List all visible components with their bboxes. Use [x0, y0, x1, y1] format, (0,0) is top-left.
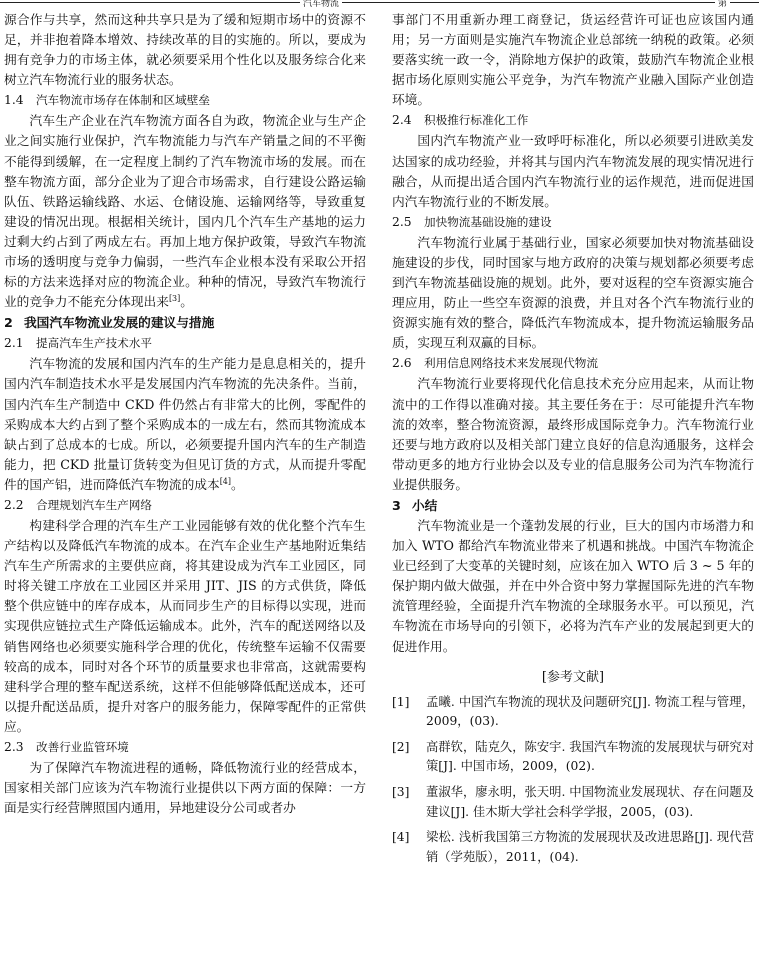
section-heading — [4, 333, 366, 354]
section-heading — [392, 353, 754, 374]
reference-text: 孟曦. 中国汽车物流的现状及问题研究[J]. 物流工程与管理，2009，(03). — [426, 694, 754, 729]
section-title: 合理规划汽车生产网络 — [36, 497, 152, 512]
chapter-number: 2 — [4, 315, 13, 331]
section-number: 2.6 — [392, 356, 412, 371]
section-heading — [392, 110, 754, 131]
section-number: 2.3 — [4, 740, 24, 754]
reference-number: [3] — [392, 785, 410, 799]
reference-number: [2] — [392, 739, 410, 754]
section-title: 积极推行标准化工作 — [424, 113, 529, 128]
reference-number: [4] — [392, 830, 410, 845]
reference-item — [392, 693, 754, 732]
reference-text: 梁松. 浅析我国第三方物流的发展现状及改进思路[J]. 现代营销（学苑版），2011，(04). — [426, 830, 754, 864]
section-title: 提高汽车生产技术水平 — [36, 336, 152, 351]
references-title: [参考文献] — [541, 669, 605, 685]
reference-item — [392, 783, 754, 822]
paragraph-end: 。 — [231, 476, 244, 492]
section-title: 利用信息网络技术来发展现代物流 — [424, 356, 598, 371]
chapter-title: 小结 — [412, 497, 438, 513]
section-title: 加快物流基础设施的建设 — [424, 214, 552, 229]
section-number: 2.1 — [4, 336, 24, 351]
citation-ref: [3] — [168, 294, 181, 304]
reference-text: 高群钦，陆克久，陈安宇. 我国汽车物流的发展现状与研究对策[J]. 中国市场，2009，(02). — [426, 739, 754, 774]
paragraph: 汽车物流业是一个蓬勃发展的行业，巨大的国内市场潜力和加入 WTO 都给汽车物流业带来了机遇和挑战。中国汽车物流企业已经到了大变革的关键时刻，应该在加入 WTO 后 3 ~ 5 年的保护期内做大做强，并在中外合资中努力掌握国际先进的汽车物流管理经验，全面提升汽车物流的全球服务水平。可以预见，汽车物流在市场导向的引领下，必将为汽车产业的发展起到更大的促进作用。 — [392, 517, 755, 654]
paragraph-text: 汽车生产企业在汽车物流方面各自为政，物流企业与生产企业之间实施行业保护，汽车物流能力与汽车产销量之间的不平衡不能得到缓解，在一定程度上制约了汽车物流市场的发展。而在整车物流方面，部分企业为了迎合市场需求，自行建设公路运输队伍、铁路运输线路、水运、仓储设施、运输网络等，导致重复建设的情况出现。根据相关统计，国内几个汽车生产基地的运力过剩大约占到了两成左右。再加上地方保护政策，导致汽车物流市场的透明度与竞争力偏弱，一些汽车企业根本没有采取公开招标的方法来选择对应的物流企业。种种的情况，导致汽车物流行业的竞争力不能充分体现出来 — [4, 113, 366, 310]
chapter-title: 我国汽车物流业发展的建议与措施 — [24, 315, 215, 331]
left-column — [4, 10, 366, 818]
reference-item — [392, 738, 754, 777]
paragraph-end: 。 — [180, 294, 193, 310]
header-fragment-right: 第 — [715, 0, 730, 9]
section-number: 2.5 — [392, 214, 412, 229]
paragraph: 事部门不用重新办理工商登记，货运经营许可证也应该国内通用；另一方面则是实施汽车物流企业总部统一纳税的政策。必须要落实统一政一令，消除地方保护的政策，鼓励汽车物流企业根据市场化原则实施公平竞争，为汽车物流产业融入国际产业创造环境。 — [392, 12, 754, 108]
reference-list — [392, 693, 754, 868]
reference-item — [392, 828, 754, 867]
paragraph: 为了保障汽车物流进程的通畅，降低物流行业的经营成本，国家相关部门应该为汽车物流行业提供以下两方面的保障：一方面是实行经营牌照国内通用，异地建设分公司或者办 — [4, 760, 366, 816]
section-heading — [392, 212, 754, 233]
section-heading — [4, 737, 366, 758]
reference-number: [1] — [392, 694, 410, 709]
right-column — [392, 10, 754, 873]
section-heading — [4, 495, 366, 516]
section-number: 2.2 — [4, 497, 24, 512]
paragraph: 构建科学合理的汽车生产工业园能够有效的优化整个汽车生产结构以及降低汽车物流的成本。在汽车企业生产基地附近集结汽车生产所需求的主要供应商，将其建设成为汽车工业园区，同时将关键工序放在工业园区并采用 JIT、JIS 的方式供货，降低整个供应链中的库存成本，从而同步生产的目标得以实现，进而实现供应链拉式生产降低运输成本。此外，汽车的配送网络以及销售网络也必须要实施科学合理的优化，传统整车运输不仅需要较高的成本，同时对各个环节的质量要求也非常高，这就需要构建科学合理的整车配送系统，这样不但能够降低配送成本，还可以提升配送品质，提升对客户的服务能力，保障零配件的正常供应。 — [4, 517, 366, 734]
section-number: 2.4 — [392, 113, 412, 128]
chapter-number: 3 — [392, 497, 401, 513]
paragraph: 汽车物流行业要将现代化信息技术充分应用起来，从而让物流中的工作得以准确对接。其主要任务在于：尽可能提升汽车物流的效率，整合物流资源，最终形成国际竞争力。汽车物流行业还要与地方政府以及相关部门建立良好的信息沟通服务，这样会带动更多的地方行业协会以及专业的信息服务公司为汽车物流行业提供服务。 — [392, 376, 754, 492]
header-fragment-center: 汽车物流 — [300, 0, 342, 9]
chapter-heading — [4, 312, 366, 333]
section-number: 1.4 — [4, 93, 24, 108]
reference-text: 董淑华，廖永明，张天明. 中国物流业发展现状、存在问题及建议[J]. 佳木斯大学社会科学学报，2005，(03). — [426, 785, 754, 819]
paragraph-text: 汽车物流的发展和国内汽车的生产能力是息息相关的，提升国内汽车制造技术水平是发展国内汽车物流的先决条件。当前，国内汽车生产制造中 CKD 件仍然占有非常大的比例，零配件的采购成本大约占到了整个采购成本的一成左右，然而其物流成本缺占到了总成本的七成。所以，必须要提升国内汽车的生产制造能力，把 CKD 批量订货转变为但见订货的方式，从而提升零配件的国产铝，进而降低汽车物流的成本 — [4, 356, 366, 492]
section-heading — [4, 90, 366, 111]
section-title: 汽车物流市场存在体制和区域壁垒 — [36, 93, 210, 108]
paragraph — [4, 111, 366, 312]
header-rule — [0, 0, 759, 9]
section-title: 改善行业监管环境 — [36, 740, 129, 754]
citation-ref: [4] — [219, 476, 232, 486]
chapter-heading — [392, 495, 754, 516]
paragraph: 国内汽车物流产业一致呼吁标准化，所以必须要引进欧美发达国家的成功经验，并将其与国内汽车物流发展的现实情况进行融合，从而提出适合国内汽车物流行业的运作规范，进而促进国内汽车物流行业的不断发展。 — [392, 133, 754, 209]
paragraph: 汽车物流行业属于基础行业，国家必须要加快对物流基础设施建设的步伐，同时国家与地方政府的决策与规划都必须要考虑到汽车物流基础设施的规划。此外，要对返程的空车资源实施合理应用，防止一些空车资源的浪费，并且对各个汽车物流行业的资源实施有效的整合，降低汽车物流成本，提升物流运输服务品质，实现互利双赢的目标。 — [392, 234, 754, 351]
paragraph — [4, 354, 366, 495]
paragraph: 源合作与共享，然而这种共享只是为了缓和短期市场中的资源不足，并非抱着降本增效、持续改革的目的实施的。所以，要成为拥有竞争力的市场主体，就必须要采用个性化以及服务综合化来树立汽车物流行业的服务状态。 — [4, 12, 366, 88]
